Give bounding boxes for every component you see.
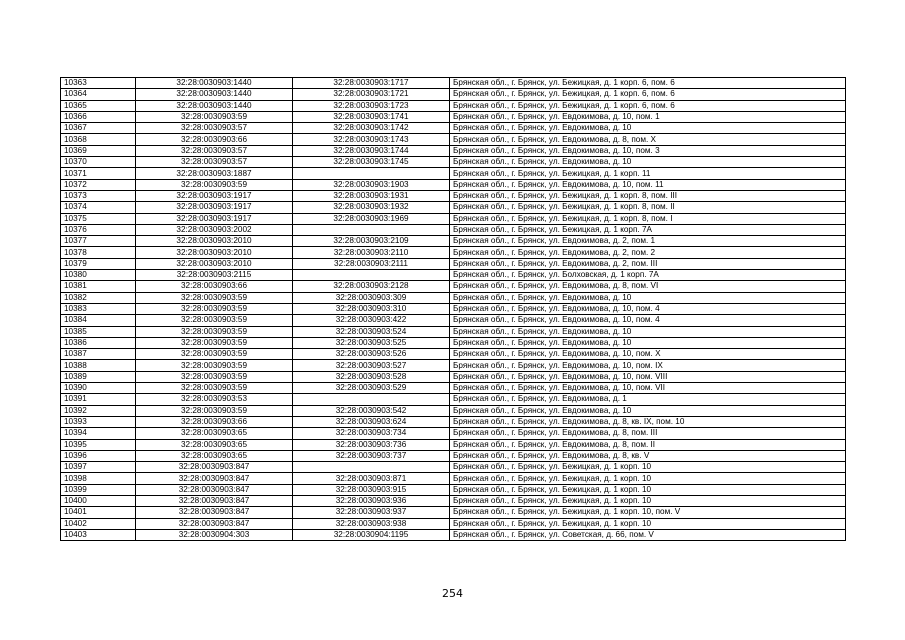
object-cadastral-number-cell: 32:28:0030903:1969 <box>293 213 450 224</box>
parent-cadastral-number-cell: 32:28:0030903:59 <box>136 349 293 360</box>
address-cell: Брянская обл., г. Брянск, ул. Евдокимова, д. 10 <box>450 292 846 303</box>
address-cell: Брянская обл., г. Брянск, ул. Евдокимова, д. 10, пом. 1 <box>450 111 846 122</box>
table-row <box>61 134 846 145</box>
table-row <box>61 473 846 484</box>
table-row <box>61 439 846 450</box>
row-number-cell: 10373 <box>61 190 136 201</box>
parent-cadastral-number-cell: 32:28:0030904:303 <box>136 529 293 540</box>
parent-cadastral-number-cell: 32:28:0030903:59 <box>136 315 293 326</box>
address-cell: Брянская обл., г. Брянск, ул. Евдокимова, д. 10 <box>450 326 846 337</box>
object-cadastral-number-cell: 32:28:0030903:527 <box>293 360 450 371</box>
row-number-cell: 10386 <box>61 337 136 348</box>
object-cadastral-number-cell: 32:28:0030903:936 <box>293 495 450 506</box>
parent-cadastral-number-cell: 32:28:0030903:847 <box>136 507 293 518</box>
address-cell: Брянская обл., г. Брянск, ул. Бежицкая, д. 1 корп. 10 <box>450 462 846 473</box>
address-cell: Брянская обл., г. Брянск, ул. Бежицкая, д. 1 корп. 10, пом. V <box>450 507 846 518</box>
row-number-cell: 10397 <box>61 462 136 473</box>
row-number-cell: 10399 <box>61 484 136 495</box>
table-row <box>61 236 846 247</box>
address-cell: Брянская обл., г. Брянск, ул. Евдокимова, д. 10, пом. VII <box>450 383 846 394</box>
row-number-cell: 10402 <box>61 518 136 529</box>
table-row <box>61 224 846 235</box>
row-number-cell: 10398 <box>61 473 136 484</box>
registry-table-body <box>61 78 846 541</box>
row-number-cell: 10366 <box>61 111 136 122</box>
row-number-cell: 10381 <box>61 281 136 292</box>
row-number-cell: 10394 <box>61 428 136 439</box>
object-cadastral-number-cell <box>293 394 450 405</box>
parent-cadastral-number-cell: 32:28:0030903:65 <box>136 428 293 439</box>
parent-cadastral-number-cell: 32:28:0030903:66 <box>136 134 293 145</box>
parent-cadastral-number-cell: 32:28:0030903:847 <box>136 473 293 484</box>
object-cadastral-number-cell: 32:28:0030904:1195 <box>293 529 450 540</box>
parent-cadastral-number-cell: 32:28:0030903:57 <box>136 145 293 156</box>
object-cadastral-number-cell: 32:28:0030903:1932 <box>293 202 450 213</box>
row-number-cell: 10367 <box>61 123 136 134</box>
address-cell: Брянская обл., г. Брянск, ул. Евдокимова, д. 10, пом. 4 <box>450 303 846 314</box>
parent-cadastral-number-cell: 32:28:0030903:1917 <box>136 213 293 224</box>
table-row <box>61 394 846 405</box>
object-cadastral-number-cell <box>293 168 450 179</box>
table-row <box>61 258 846 269</box>
parent-cadastral-number-cell: 32:28:0030903:59 <box>136 405 293 416</box>
row-number-cell: 10401 <box>61 507 136 518</box>
address-cell: Брянская обл., г. Брянск, ул. Бежицкая, д. 1 корп. 10 <box>450 518 846 529</box>
object-cadastral-number-cell <box>293 270 450 281</box>
row-number-cell: 10376 <box>61 224 136 235</box>
parent-cadastral-number-cell: 32:28:0030903:1440 <box>136 100 293 111</box>
address-cell: Брянская обл., г. Брянск, ул. Бежицкая, д. 1 корп. 8, пом. II <box>450 202 846 213</box>
table-row <box>61 518 846 529</box>
parent-cadastral-number-cell: 32:28:0030903:59 <box>136 303 293 314</box>
object-cadastral-number-cell: 32:28:0030903:1745 <box>293 157 450 168</box>
table-row <box>61 78 846 89</box>
table-row <box>61 371 846 382</box>
parent-cadastral-number-cell: 32:28:0030903:847 <box>136 462 293 473</box>
object-cadastral-number-cell: 32:28:0030903:1721 <box>293 89 450 100</box>
parent-cadastral-number-cell: 32:28:0030903:1917 <box>136 202 293 213</box>
row-number-cell: 10370 <box>61 157 136 168</box>
row-number-cell: 10396 <box>61 450 136 461</box>
row-number-cell: 10403 <box>61 529 136 540</box>
object-cadastral-number-cell: 32:28:0030903:310 <box>293 303 450 314</box>
address-cell: Брянская обл., г. Брянск, ул. Бежицкая, д. 1 корп. 10 <box>450 495 846 506</box>
object-cadastral-number-cell: 32:28:0030903:542 <box>293 405 450 416</box>
row-number-cell: 10391 <box>61 394 136 405</box>
address-cell: Брянская обл., г. Брянск, ул. Советская, д. 66, пом. V <box>450 529 846 540</box>
object-cadastral-number-cell: 32:28:0030903:422 <box>293 315 450 326</box>
parent-cadastral-number-cell: 32:28:0030903:847 <box>136 495 293 506</box>
parent-cadastral-number-cell: 32:28:0030903:1440 <box>136 78 293 89</box>
address-cell: Брянская обл., г. Брянск, ул. Евдокимова, д. 10 <box>450 337 846 348</box>
row-number-cell: 10389 <box>61 371 136 382</box>
parent-cadastral-number-cell: 32:28:0030903:59 <box>136 292 293 303</box>
row-number-cell: 10388 <box>61 360 136 371</box>
row-number-cell: 10387 <box>61 349 136 360</box>
table-row <box>61 450 846 461</box>
table-row <box>61 202 846 213</box>
object-cadastral-number-cell: 32:28:0030903:525 <box>293 337 450 348</box>
row-number-cell: 10392 <box>61 405 136 416</box>
object-cadastral-number-cell: 32:28:0030903:736 <box>293 439 450 450</box>
table-row <box>61 123 846 134</box>
address-cell: Брянская обл., г. Брянск, ул. Евдокимова, д. 10, пом. X <box>450 349 846 360</box>
row-number-cell: 10390 <box>61 383 136 394</box>
table-row <box>61 360 846 371</box>
address-cell: Брянская обл., г. Брянск, ул. Евдокимова, д. 1 <box>450 394 846 405</box>
address-cell: Брянская обл., г. Брянск, ул. Бежицкая, д. 1 корп. 8, пом. I <box>450 213 846 224</box>
table-row <box>61 145 846 156</box>
parent-cadastral-number-cell: 32:28:0030903:59 <box>136 337 293 348</box>
parent-cadastral-number-cell: 32:28:0030903:2115 <box>136 270 293 281</box>
object-cadastral-number-cell: 32:28:0030903:2110 <box>293 247 450 258</box>
table-row <box>61 100 846 111</box>
table-row <box>61 89 846 100</box>
parent-cadastral-number-cell: 32:28:0030903:59 <box>136 179 293 190</box>
object-cadastral-number-cell <box>293 462 450 473</box>
address-cell: Брянская обл., г. Брянск, ул. Евдокимова, д. 8, пом. III <box>450 428 846 439</box>
object-cadastral-number-cell: 32:28:0030903:1931 <box>293 190 450 201</box>
row-number-cell: 10368 <box>61 134 136 145</box>
address-cell: Брянская обл., г. Брянск, ул. Евдокимова, д. 10, пом. 4 <box>450 315 846 326</box>
address-cell: Брянская обл., г. Брянск, ул. Евдокимова, д. 2, пом. 1 <box>450 236 846 247</box>
parent-cadastral-number-cell: 32:28:0030903:2002 <box>136 224 293 235</box>
table-row <box>61 383 846 394</box>
table-row <box>61 428 846 439</box>
address-cell: Брянская обл., г. Брянск, ул. Евдокимова, д. 8, кв. V <box>450 450 846 461</box>
address-cell: Брянская обл., г. Брянск, ул. Евдокимова, д. 8, пом. X <box>450 134 846 145</box>
address-cell: Брянская обл., г. Брянск, ул. Евдокимова, д. 10, пом. IX <box>450 360 846 371</box>
table-row <box>61 111 846 122</box>
row-number-cell: 10365 <box>61 100 136 111</box>
object-cadastral-number-cell: 32:28:0030903:937 <box>293 507 450 518</box>
object-cadastral-number-cell: 32:28:0030903:1742 <box>293 123 450 134</box>
row-number-cell: 10379 <box>61 258 136 269</box>
parent-cadastral-number-cell: 32:28:0030903:1887 <box>136 168 293 179</box>
object-cadastral-number-cell: 32:28:0030903:938 <box>293 518 450 529</box>
table-row <box>61 507 846 518</box>
table-row <box>61 337 846 348</box>
table-row <box>61 326 846 337</box>
address-cell: Брянская обл., г. Брянск, ул. Бежицкая, д. 1 корп. 6, пом. 6 <box>450 78 846 89</box>
table-row <box>61 462 846 473</box>
parent-cadastral-number-cell: 32:28:0030903:53 <box>136 394 293 405</box>
table-row <box>61 157 846 168</box>
row-number-cell: 10378 <box>61 247 136 258</box>
row-number-cell: 10382 <box>61 292 136 303</box>
object-cadastral-number-cell: 32:28:0030903:529 <box>293 383 450 394</box>
object-cadastral-number-cell: 32:28:0030903:734 <box>293 428 450 439</box>
row-number-cell: 10393 <box>61 416 136 427</box>
page-number: 254 <box>442 587 463 600</box>
row-number-cell: 10385 <box>61 326 136 337</box>
parent-cadastral-number-cell: 32:28:0030903:57 <box>136 157 293 168</box>
object-cadastral-number-cell: 32:28:0030903:1743 <box>293 134 450 145</box>
address-cell: Брянская обл., г. Брянск, ул. Евдокимова, д. 8, пом. II <box>450 439 846 450</box>
row-number-cell: 10374 <box>61 202 136 213</box>
address-cell: Брянская обл., г. Брянск, ул. Евдокимова, д. 10 <box>450 157 846 168</box>
object-cadastral-number-cell: 32:28:0030903:1903 <box>293 179 450 190</box>
row-number-cell: 10364 <box>61 89 136 100</box>
parent-cadastral-number-cell: 32:28:0030903:1440 <box>136 89 293 100</box>
row-number-cell: 10384 <box>61 315 136 326</box>
table-row <box>61 315 846 326</box>
parent-cadastral-number-cell: 32:28:0030903:59 <box>136 371 293 382</box>
object-cadastral-number-cell: 32:28:0030903:871 <box>293 473 450 484</box>
parent-cadastral-number-cell: 32:28:0030903:66 <box>136 281 293 292</box>
row-number-cell: 10369 <box>61 145 136 156</box>
row-number-cell: 10383 <box>61 303 136 314</box>
object-cadastral-number-cell: 32:28:0030903:2109 <box>293 236 450 247</box>
parent-cadastral-number-cell: 32:28:0030903:59 <box>136 111 293 122</box>
object-cadastral-number-cell: 32:28:0030903:528 <box>293 371 450 382</box>
address-cell: Брянская обл., г. Брянск, ул. Евдокимова, д. 10 <box>450 405 846 416</box>
address-cell: Брянская обл., г. Брянск, ул. Бежицкая, д. 1 корп. 7А <box>450 224 846 235</box>
object-cadastral-number-cell: 32:28:0030903:524 <box>293 326 450 337</box>
row-number-cell: 10400 <box>61 495 136 506</box>
address-cell: Брянская обл., г. Брянск, ул. Евдокимова, д. 10 <box>450 123 846 134</box>
object-cadastral-number-cell: 32:28:0030903:1723 <box>293 100 450 111</box>
parent-cadastral-number-cell: 32:28:0030903:59 <box>136 383 293 394</box>
address-cell: Брянская обл., г. Брянск, ул. Бежицкая, д. 1 корп. 8, пом. III <box>450 190 846 201</box>
parent-cadastral-number-cell: 32:28:0030903:2010 <box>136 247 293 258</box>
parent-cadastral-number-cell: 32:28:0030903:65 <box>136 439 293 450</box>
parent-cadastral-number-cell: 32:28:0030903:2010 <box>136 258 293 269</box>
address-cell: Брянская обл., г. Брянск, ул. Болховская, д. 1 корп. 7А <box>450 270 846 281</box>
parent-cadastral-number-cell: 32:28:0030903:59 <box>136 360 293 371</box>
table-row <box>61 247 846 258</box>
address-cell: Брянская обл., г. Брянск, ул. Евдокимова, д. 10, пом. VIII <box>450 371 846 382</box>
address-cell: Брянская обл., г. Брянск, ул. Бежицкая, д. 1 корп. 10 <box>450 484 846 495</box>
address-cell: Брянская обл., г. Брянск, ул. Евдокимова, д. 8, пом. VI <box>450 281 846 292</box>
object-cadastral-number-cell: 32:28:0030903:624 <box>293 416 450 427</box>
row-number-cell: 10371 <box>61 168 136 179</box>
object-cadastral-number-cell: 32:28:0030903:1741 <box>293 111 450 122</box>
row-number-cell: 10380 <box>61 270 136 281</box>
parent-cadastral-number-cell: 32:28:0030903:2010 <box>136 236 293 247</box>
address-cell: Брянская обл., г. Брянск, ул. Евдокимова, д. 8, кв. IX, пом. 10 <box>450 416 846 427</box>
table-row <box>61 416 846 427</box>
object-cadastral-number-cell: 32:28:0030903:309 <box>293 292 450 303</box>
table-row <box>61 213 846 224</box>
parent-cadastral-number-cell: 32:28:0030903:66 <box>136 416 293 427</box>
registry-table <box>60 77 846 541</box>
address-cell: Брянская обл., г. Брянск, ул. Евдокимова, д. 2, пом. 2 <box>450 247 846 258</box>
row-number-cell: 10375 <box>61 213 136 224</box>
object-cadastral-number-cell: 32:28:0030903:1744 <box>293 145 450 156</box>
table-row <box>61 303 846 314</box>
table-row <box>61 495 846 506</box>
address-cell: Брянская обл., г. Брянск, ул. Бежицкая, д. 1 корп. 6, пом. 6 <box>450 100 846 111</box>
address-cell: Брянская обл., г. Брянск, ул. Евдокимова, д. 10, пом. 11 <box>450 179 846 190</box>
object-cadastral-number-cell: 32:28:0030903:915 <box>293 484 450 495</box>
address-cell: Брянская обл., г. Брянск, ул. Бежицкая, д. 1 корп. 11 <box>450 168 846 179</box>
row-number-cell: 10395 <box>61 439 136 450</box>
table-row <box>61 529 846 540</box>
parent-cadastral-number-cell: 32:28:0030903:65 <box>136 450 293 461</box>
table-row <box>61 484 846 495</box>
table-row <box>61 292 846 303</box>
object-cadastral-number-cell <box>293 224 450 235</box>
row-number-cell: 10363 <box>61 78 136 89</box>
table-row <box>61 168 846 179</box>
address-cell: Брянская обл., г. Брянск, ул. Бежицкая, д. 1 корп. 6, пом. 6 <box>450 89 846 100</box>
object-cadastral-number-cell: 32:28:0030903:2111 <box>293 258 450 269</box>
address-cell: Брянская обл., г. Брянск, ул. Евдокимова, д. 2, пом. III <box>450 258 846 269</box>
parent-cadastral-number-cell: 32:28:0030903:59 <box>136 326 293 337</box>
object-cadastral-number-cell: 32:28:0030903:1717 <box>293 78 450 89</box>
table-row <box>61 281 846 292</box>
table-row <box>61 190 846 201</box>
object-cadastral-number-cell: 32:28:0030903:2128 <box>293 281 450 292</box>
row-number-cell: 10372 <box>61 179 136 190</box>
object-cadastral-number-cell: 32:28:0030903:737 <box>293 450 450 461</box>
parent-cadastral-number-cell: 32:28:0030903:57 <box>136 123 293 134</box>
parent-cadastral-number-cell: 32:28:0030903:847 <box>136 484 293 495</box>
row-number-cell: 10377 <box>61 236 136 247</box>
address-cell: Брянская обл., г. Брянск, ул. Бежицкая, д. 1 корп. 10 <box>450 473 846 484</box>
table-row <box>61 405 846 416</box>
table-row <box>61 270 846 281</box>
object-cadastral-number-cell: 32:28:0030903:526 <box>293 349 450 360</box>
table-row <box>61 349 846 360</box>
table-row <box>61 179 846 190</box>
parent-cadastral-number-cell: 32:28:0030903:847 <box>136 518 293 529</box>
address-cell: Брянская обл., г. Брянск, ул. Евдокимова, д. 10, пом. 3 <box>450 145 846 156</box>
parent-cadastral-number-cell: 32:28:0030903:1917 <box>136 190 293 201</box>
